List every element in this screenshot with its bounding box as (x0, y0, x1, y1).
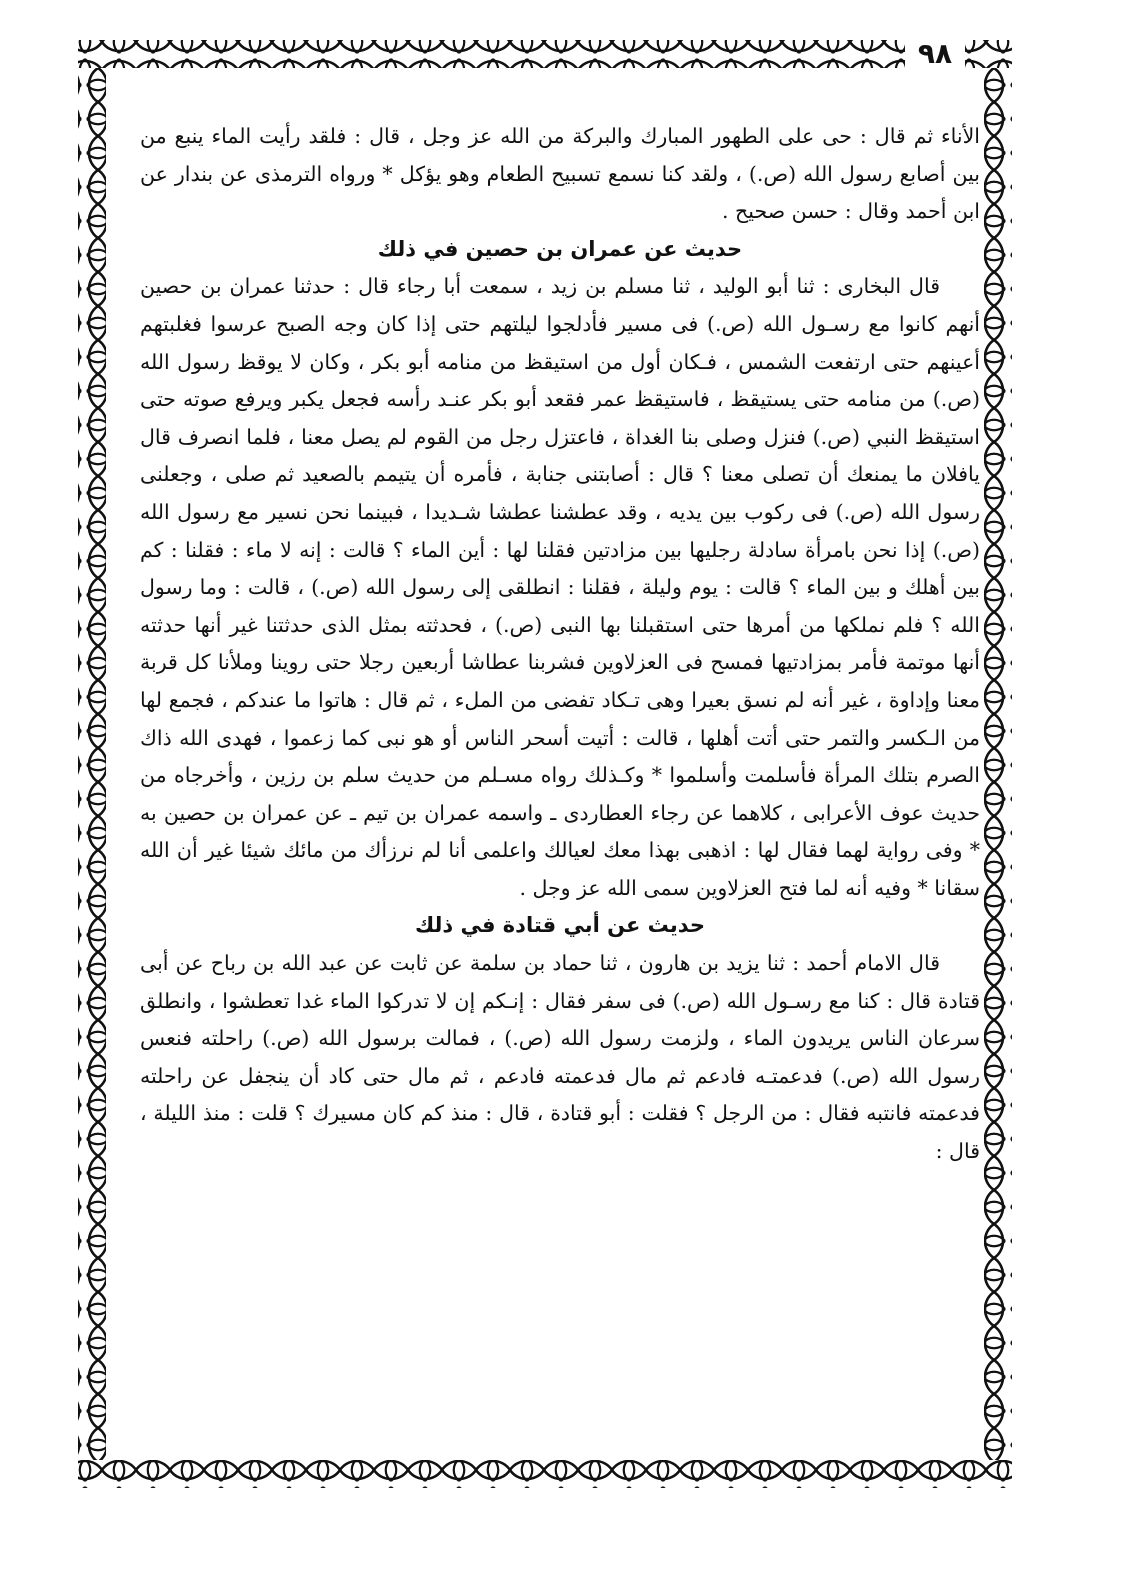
continuation-paragraph: الأناء ثم قال : حى على الطهور المبارك والبركة من الله عز وجل ، قال : فلقد رأيت الماء ينبع من بين أصابع رسول الله (ص.) ، ولقد كنا نسمع تسبيح الطعام وهو يؤكل * ورواه الترمذى عن بندار عن ابن أحمد وقال : حسن صحيح . (140, 124, 980, 224)
section-heading-abu-qatada: حديث عن أبي قتادة في ذلك (414, 913, 706, 938)
imran-hadith-paragraph: قال البخارى : ثنا أبو الوليد ، ثنا مسلم بن زيد ، سمعت أبا رجاء قال : حدثنا عمران بن حصين أنهم كانوا مع رسـول الله (ص.) فى مسير فأدلجوا ليلتهم حتى إذا كان وجه الصبح عرسوا فغلبتهم أعينهم حتى ارتفعت الشمس ، فـكان أول من استيقظ من منامه أبو بكر ، وكان لا يوقظ رسول الله (ص.) من منامه حتى يستيقظ ، فاستيقظ عمر فقعد أبو بكر عنـد رأسه فجعل يكبر ويرفع صوته حتى استيقظ النبي (ص.) فنزل وصلى بنا الغداة ، فاعتزل رجل من القوم لم يصل معنا ، فلما انصرف قال يافلان ما يمنعك أن تصلى معنا ؟ قال : أصابتنى جنابة ، فأمره أن يتيمم بالصعيد ثم صلى ، وجعلنى رسول الله (ص.) فى ركوب بين يديه ، وقد عطشنا عطشا شـديدا ، فبينما نحن نسير مع رسول الله (ص.) إذا نحن بامرأة سادلة رجليها بين مزادتين فقلنا لها : أين الماء ؟ قالت : إنه لا ماء : فقلنا : كم بين أهلك و بين الماء ؟ قالت : يوم وليلة ، فقلنا : انطلقى إلى رسول الله (ص.) ، قالت : وما رسول الله ؟ فلم نملكها من أمرها حتى استقبلنا بها النبى (ص.) ، فحدثته بمثل الذى حدثتنا غير أنها حدثته أنها موتمة فأمر بمزادتيها فمسح فى العزلاوين فشربنا عطاشا أربعين رجلا حتى روينا وملأنا كل قربة معنا وإداوة ، غير أنه لم نسق بعيرا وهى تـكاد تفضى من الملء ، ثم قال : هاتوا ما عندكم ، فجمع لها من الـكسر والتمر حتى أتت أهلها ، قالت : أتيت أسحر الناس أو هو نبى كما زعموا ، فهدى الله ذاك الصرم بتلك المرأة فأسلمت وأسلموا * وكـذلك رواه مسـلم من حديث سلم بن رزين ، وأخرجاه من حديث عوف الأعرابى ، كلاهما عن رجاء العطاردى ـ واسمه عمران بن تيم ـ عن عمران بن حصين به * وفى رواية لهما فقال لها : اذهبى بهذا معك لعيالك واعلمى أنا لم نرزأك من مائك شيئا غير أن الله سقانا * وفيه أنه لما فتح العزلاوين سمى الله عز وجل . (140, 274, 980, 900)
border-right (984, 68, 1012, 1460)
border-top (78, 40, 1012, 68)
section-heading-imran: حديث عن عمران بن حصين في ذلك (377, 236, 743, 261)
abu-qatada-hadith-paragraph: قال الامام أحمد : ثنا يزيد بن هارون ، ثنا حماد بن سلمة عن ثابت عن عبد الله بن رباح عن أبى قتادة قال : كنا مع رسـول الله (ص.) فى سفر فقال : إنـكم إن لا تدركوا الماء غدا تعطشوا ، وانطلق سرعان الناس يريدون الماء ، ولزمت رسول الله (ص.) ، فمالت برسول الله (ص.) راحلته فنعس رسول الله (ص.) فدعمتـه فادعم ثم مال فدعمته فادعم ، ثم مال حتى كاد أن ينجفل عن راحلته فدعمته فانتبه فقال : من الرجل ؟ فقلت : أبو قتادة ، قال : منذ كم كان مسيرك ؟ قلت : منذ الليلة ، قال : (140, 951, 980, 1164)
page-number: ٩٨ (905, 34, 965, 74)
border-left (78, 68, 106, 1460)
page-body (140, 118, 980, 1443)
border-bottom (78, 1460, 1012, 1488)
